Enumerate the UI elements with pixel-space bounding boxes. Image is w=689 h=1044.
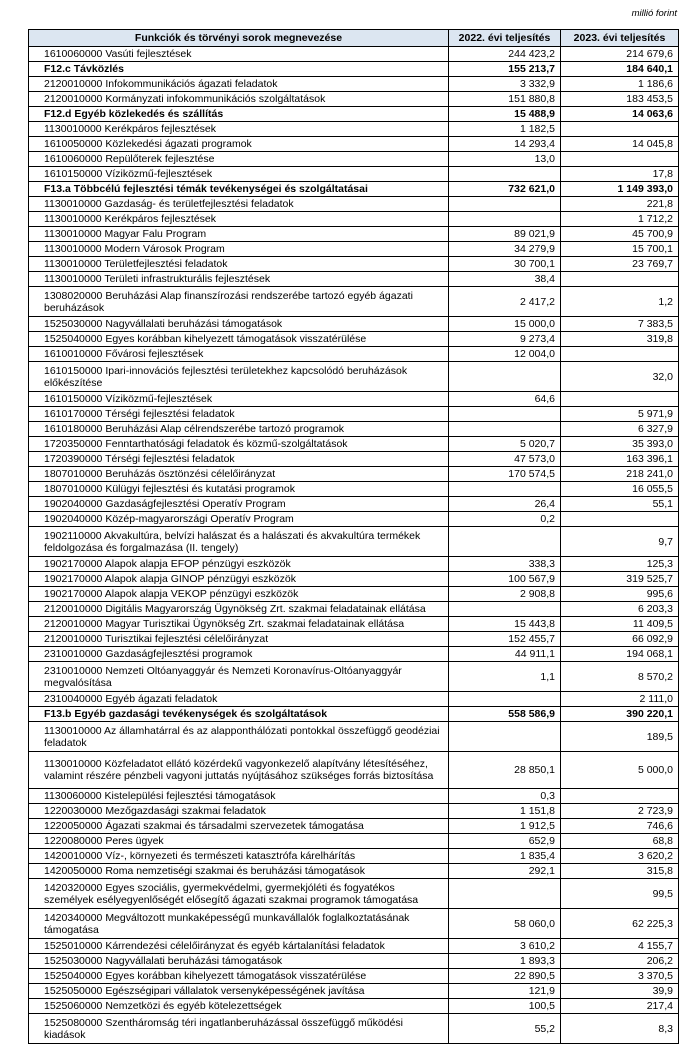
budget-table xyxy=(28,29,679,1044)
row-value-2023: 7 383,5 xyxy=(561,317,679,332)
row-value-2023 xyxy=(561,392,679,407)
table-row xyxy=(29,272,679,287)
table-row xyxy=(29,692,679,707)
row-value-2023: 3 370,5 xyxy=(561,969,679,984)
table-row xyxy=(29,722,679,752)
row-label: 2120010000 Digitális Magyarország Ügynökség Zrt. szakmai feladatainak ellátása xyxy=(29,602,449,617)
table-row xyxy=(29,969,679,984)
table-row xyxy=(29,602,679,617)
row-value-2022: 170 574,5 xyxy=(449,467,561,482)
row-label: 1525060000 Nemzetközi és egyéb kötelezettségek xyxy=(29,999,449,1014)
row-value-2023 xyxy=(561,347,679,362)
row-label: 1525050000 Egészségipari vállalatok versenyképességének javítása xyxy=(29,984,449,999)
row-value-2022: 155 213,7 xyxy=(449,62,561,77)
row-label: 2120010000 Infokommunikációs ágazati feladatok xyxy=(29,77,449,92)
table-row xyxy=(29,879,679,909)
row-value-2022: 338,3 xyxy=(449,557,561,572)
table-row xyxy=(29,789,679,804)
table-row xyxy=(29,647,679,662)
row-label: 1525040000 Egyes korábban kihelyezett támogatások visszatérülése xyxy=(29,969,449,984)
row-label: 1610150000 Víziközmű-fejlesztések xyxy=(29,392,449,407)
row-value-2022: 1 182,5 xyxy=(449,122,561,137)
table-row xyxy=(29,527,679,557)
row-value-2023 xyxy=(561,512,679,527)
row-label: 1610170000 Térségi fejlesztési feladatok xyxy=(29,407,449,422)
row-value-2023: 206,2 xyxy=(561,954,679,969)
row-value-2023: 125,3 xyxy=(561,557,679,572)
row-value-2023: 8 570,2 xyxy=(561,662,679,692)
row-value-2022: 28 850,1 xyxy=(449,752,561,789)
row-value-2023 xyxy=(561,789,679,804)
row-value-2022 xyxy=(449,482,561,497)
header-function-names: Funkciók és törvényi sorok megnevezése xyxy=(29,30,449,47)
row-label: 1610060000 Repülőterek fejlesztése xyxy=(29,152,449,167)
row-value-2023: 1,2 xyxy=(561,287,679,317)
table-row xyxy=(29,137,679,152)
row-value-2023: 99,5 xyxy=(561,879,679,909)
row-value-2022: 732 621,0 xyxy=(449,182,561,197)
row-label: 1220050000 Ágazati szakmai és társadalmi szervezetek támogatása xyxy=(29,819,449,834)
row-value-2022: 30 700,1 xyxy=(449,257,561,272)
row-value-2022: 3 332,9 xyxy=(449,77,561,92)
row-value-2022: 121,9 xyxy=(449,984,561,999)
row-label: 1130010000 Modern Városok Program xyxy=(29,242,449,257)
table-row xyxy=(29,422,679,437)
row-label: 2120010000 Magyar Turisztikai Ügynökség Zrt. szakmai feladatainak ellátása xyxy=(29,617,449,632)
row-value-2023: 11 409,5 xyxy=(561,617,679,632)
row-label: 1610150000 Ipari-innovációs fejlesztési területekhez kapcsolódó beruházások előkészítése xyxy=(29,362,449,392)
table-row xyxy=(29,752,679,789)
row-value-2022: 152 455,7 xyxy=(449,632,561,647)
row-value-2023: 319,8 xyxy=(561,332,679,347)
row-value-2022 xyxy=(449,692,561,707)
table-row xyxy=(29,47,679,62)
row-value-2023: 390 220,1 xyxy=(561,707,679,722)
table-row xyxy=(29,482,679,497)
row-label: 1308020000 Beruházási Alap finanszírozási rendszerébe tartozó egyéb ágazati beruházások xyxy=(29,287,449,317)
row-label: F12.c Távközlés xyxy=(29,62,449,77)
row-label: 1525080000 Szentháromság téri ingatlanberuházással összefüggő működési kiadások xyxy=(29,1014,449,1044)
row-label: 1420050000 Roma nemzetiségi szakmai és beruházási támogatások xyxy=(29,864,449,879)
row-value-2022: 47 573,0 xyxy=(449,452,561,467)
row-value-2022: 292,1 xyxy=(449,864,561,879)
row-value-2022: 2 908,8 xyxy=(449,587,561,602)
row-value-2022: 15 488,9 xyxy=(449,107,561,122)
row-value-2023: 35 393,0 xyxy=(561,437,679,452)
row-label: 1610150000 Víziközmű-fejlesztések xyxy=(29,167,449,182)
row-value-2022 xyxy=(449,167,561,182)
row-value-2022: 22 890,5 xyxy=(449,969,561,984)
row-value-2022: 0,3 xyxy=(449,789,561,804)
table-row xyxy=(29,287,679,317)
row-value-2023: 1 149 393,0 xyxy=(561,182,679,197)
unit-note: millió forint xyxy=(631,8,677,19)
row-value-2022 xyxy=(449,197,561,212)
table-row xyxy=(29,452,679,467)
row-value-2022: 151 880,8 xyxy=(449,92,561,107)
table-row xyxy=(29,227,679,242)
row-value-2023: 746,6 xyxy=(561,819,679,834)
table-row xyxy=(29,587,679,602)
table-row xyxy=(29,332,679,347)
row-value-2022: 44 911,1 xyxy=(449,647,561,662)
row-label: 1130010000 Gazdaság- és területfejlesztési feladatok xyxy=(29,197,449,212)
row-value-2023: 66 092,9 xyxy=(561,632,679,647)
row-label: 1807010000 Külügyi fejlesztési és kutatási programok xyxy=(29,482,449,497)
table-row xyxy=(29,407,679,422)
row-value-2022: 244 423,2 xyxy=(449,47,561,62)
row-label: 1610180000 Beruházási Alap célrendszerébe tartozó programok xyxy=(29,422,449,437)
row-value-2022: 38,4 xyxy=(449,272,561,287)
row-value-2023: 189,5 xyxy=(561,722,679,752)
row-value-2022: 15 443,8 xyxy=(449,617,561,632)
row-label: 1720350000 Fenntarthatósági feladatok és közmű-szolgáltatások xyxy=(29,437,449,452)
row-value-2023: 3 620,2 xyxy=(561,849,679,864)
row-value-2023: 55,1 xyxy=(561,497,679,512)
table-row xyxy=(29,572,679,587)
row-value-2023: 319 525,7 xyxy=(561,572,679,587)
row-label: 1130010000 Közfeladatot ellátó közérdekű vagyonkezelő alapítvány létesítéséhez, valamint részére pénzbeli vagyoni juttatás nyújtásához szükséges forrás biztosítása xyxy=(29,752,449,789)
row-value-2023: 184 640,1 xyxy=(561,62,679,77)
row-value-2022 xyxy=(449,527,561,557)
row-value-2023: 16 055,5 xyxy=(561,482,679,497)
row-value-2023: 217,4 xyxy=(561,999,679,1014)
row-label: 2310040000 Egyéb ágazati feladatok xyxy=(29,692,449,707)
row-label: 1420010000 Víz-, környezeti és természeti katasztrófa kárelhárítás xyxy=(29,849,449,864)
row-value-2023: 62 225,3 xyxy=(561,909,679,939)
row-value-2023 xyxy=(561,272,679,287)
row-value-2022: 15 000,0 xyxy=(449,317,561,332)
row-value-2023 xyxy=(561,152,679,167)
row-value-2022: 5 020,7 xyxy=(449,437,561,452)
row-value-2023: 315,8 xyxy=(561,864,679,879)
row-value-2022: 100 567,9 xyxy=(449,572,561,587)
row-value-2023: 45 700,9 xyxy=(561,227,679,242)
row-value-2022: 100,5 xyxy=(449,999,561,1014)
row-value-2022 xyxy=(449,879,561,909)
row-label: 1902170000 Alapok alapja VEKOP pénzügyi eszközök xyxy=(29,587,449,602)
table-row xyxy=(29,954,679,969)
row-value-2022: 26,4 xyxy=(449,497,561,512)
row-label: 1610050000 Közlekedési ágazati programok xyxy=(29,137,449,152)
row-value-2023: 1 186,6 xyxy=(561,77,679,92)
row-label: 1902170000 Alapok alapja EFOP pénzügyi eszközök xyxy=(29,557,449,572)
row-label: 2310010000 Gazdaságfejlesztési programok xyxy=(29,647,449,662)
table-row xyxy=(29,182,679,197)
table-row xyxy=(29,152,679,167)
table-row xyxy=(29,939,679,954)
table-row xyxy=(29,347,679,362)
row-value-2023: 68,8 xyxy=(561,834,679,849)
row-value-2023: 15 700,1 xyxy=(561,242,679,257)
row-value-2023: 14 045,8 xyxy=(561,137,679,152)
header-2022-performance: 2022. évi teljesítés xyxy=(449,30,561,47)
row-value-2022 xyxy=(449,362,561,392)
table-row xyxy=(29,467,679,482)
row-label: 1130010000 Kerékpáros fejlesztések xyxy=(29,212,449,227)
table-row xyxy=(29,122,679,137)
table-row xyxy=(29,819,679,834)
row-value-2022: 2 417,2 xyxy=(449,287,561,317)
row-value-2023 xyxy=(561,122,679,137)
row-value-2022 xyxy=(449,212,561,227)
row-label: 1130010000 Területfejlesztési feladatok xyxy=(29,257,449,272)
row-value-2023: 2 111,0 xyxy=(561,692,679,707)
row-label: 1525030000 Nagyvállalati beruházási támogatások xyxy=(29,954,449,969)
row-value-2023: 14 063,6 xyxy=(561,107,679,122)
table-row xyxy=(29,212,679,227)
row-value-2022 xyxy=(449,422,561,437)
row-value-2022: 55,2 xyxy=(449,1014,561,1044)
row-value-2022: 1 912,5 xyxy=(449,819,561,834)
row-value-2023: 32,0 xyxy=(561,362,679,392)
table-row xyxy=(29,617,679,632)
row-value-2022: 34 279,9 xyxy=(449,242,561,257)
row-value-2023: 23 769,7 xyxy=(561,257,679,272)
row-value-2022: 1,1 xyxy=(449,662,561,692)
table-row xyxy=(29,834,679,849)
row-value-2023: 2 723,9 xyxy=(561,804,679,819)
row-label: F13.b Egyéb gazdasági tevékenységek és szolgáltatások xyxy=(29,707,449,722)
row-value-2023: 1 712,2 xyxy=(561,212,679,227)
row-value-2023: 214 679,6 xyxy=(561,47,679,62)
row-label: 2310010000 Nemzeti Oltóanyaggyár és Nemzeti Koronavírus-Oltóanyaggyár megvalósítása xyxy=(29,662,449,692)
row-label: 1902170000 Alapok alapja GINOP pénzügyi eszközök xyxy=(29,572,449,587)
row-label: 1420320000 Egyes szociális, gyermekvédelmi, gyermekjóléti és fogyatékos személyek esélyegyenlőségét elősegítő ágazati szakmai programok támogatása xyxy=(29,879,449,909)
row-value-2022: 89 021,9 xyxy=(449,227,561,242)
table-row xyxy=(29,984,679,999)
table-row xyxy=(29,92,679,107)
row-label: 1720390000 Térségi fejlesztési feladatok xyxy=(29,452,449,467)
row-label: 1220030000 Mezőgazdasági szakmai feladatok xyxy=(29,804,449,819)
row-value-2022: 0,2 xyxy=(449,512,561,527)
table-row xyxy=(29,512,679,527)
row-value-2023: 194 068,1 xyxy=(561,647,679,662)
row-label: 1807010000 Beruházás ösztönzési célelőirányzat xyxy=(29,467,449,482)
row-value-2022: 558 586,9 xyxy=(449,707,561,722)
row-value-2022: 9 273,4 xyxy=(449,332,561,347)
row-label: F13.a Többcélú fejlesztési témák tevékenységei és szolgáltatásai xyxy=(29,182,449,197)
table-row xyxy=(29,707,679,722)
row-label: 1610060000 Vasúti fejlesztések xyxy=(29,47,449,62)
table-row xyxy=(29,437,679,452)
table-row xyxy=(29,167,679,182)
header-row xyxy=(29,30,679,47)
table-row xyxy=(29,257,679,272)
row-value-2023: 183 453,5 xyxy=(561,92,679,107)
row-value-2023: 9,7 xyxy=(561,527,679,557)
row-value-2023: 6 327,9 xyxy=(561,422,679,437)
table-row xyxy=(29,497,679,512)
table-row xyxy=(29,662,679,692)
table-row xyxy=(29,107,679,122)
row-label: 1130010000 Kerékpáros fejlesztések xyxy=(29,122,449,137)
row-value-2022: 1 893,3 xyxy=(449,954,561,969)
row-value-2023: 995,6 xyxy=(561,587,679,602)
row-label: 1420340000 Megváltozott munkaképességű munkavállalók foglalkoztatásának támogatása xyxy=(29,909,449,939)
row-value-2023: 218 241,0 xyxy=(561,467,679,482)
table-row xyxy=(29,77,679,92)
row-label: 1902110000 Akvakultúra, belvízi halászat és a halászati és akvakultúra termékek feldolgozása és forgalmazása (II. tengely) xyxy=(29,527,449,557)
row-label: 1610010000 Fővárosi fejlesztések xyxy=(29,347,449,362)
table-row xyxy=(29,849,679,864)
table-row xyxy=(29,1014,679,1044)
row-value-2022: 12 004,0 xyxy=(449,347,561,362)
row-label: 1525040000 Egyes korábban kihelyezett támogatások visszatérülése xyxy=(29,332,449,347)
table-row xyxy=(29,197,679,212)
row-label: 2120010000 Kormányzati infokommunikációs szolgáltatások xyxy=(29,92,449,107)
row-value-2022: 14 293,4 xyxy=(449,137,561,152)
table-row xyxy=(29,557,679,572)
table-row xyxy=(29,242,679,257)
table-row xyxy=(29,999,679,1014)
row-label: 1130010000 Az államhatárral és az alapponthálózati pontokkal összefüggő geodéziai feladatok xyxy=(29,722,449,752)
row-label: 1902040000 Gazdaságfejlesztési Operatív Program xyxy=(29,497,449,512)
row-label: 1902040000 Közép-magyarországi Operatív Program xyxy=(29,512,449,527)
row-value-2022: 64,6 xyxy=(449,392,561,407)
row-label: F12.d Egyéb közlekedés és szállítás xyxy=(29,107,449,122)
row-value-2023: 221,8 xyxy=(561,197,679,212)
table-row xyxy=(29,62,679,77)
row-label: 1525010000 Kárrendezési célelőirányzat és egyéb kártalanítási feladatok xyxy=(29,939,449,954)
row-label: 1130060000 Kistelepülési fejlesztési támogatások xyxy=(29,789,449,804)
row-value-2022 xyxy=(449,602,561,617)
table-row xyxy=(29,632,679,647)
row-label: 1220080000 Peres ügyek xyxy=(29,834,449,849)
row-value-2022: 58 060,0 xyxy=(449,909,561,939)
table-row xyxy=(29,392,679,407)
table-row xyxy=(29,864,679,879)
row-value-2023: 17,8 xyxy=(561,167,679,182)
row-value-2022 xyxy=(449,722,561,752)
table-row xyxy=(29,317,679,332)
row-value-2023: 8,3 xyxy=(561,1014,679,1044)
row-label: 1130010000 Területi infrastrukturális fejlesztések xyxy=(29,272,449,287)
row-value-2022: 3 610,2 xyxy=(449,939,561,954)
row-value-2023: 39,9 xyxy=(561,984,679,999)
row-value-2023: 4 155,7 xyxy=(561,939,679,954)
row-value-2022: 652,9 xyxy=(449,834,561,849)
table-row xyxy=(29,909,679,939)
table-body xyxy=(29,47,679,1044)
row-value-2023: 5 000,0 xyxy=(561,752,679,789)
row-value-2023: 5 971,9 xyxy=(561,407,679,422)
row-value-2022: 13,0 xyxy=(449,152,561,167)
row-label: 1525030000 Nagyvállalati beruházási támogatások xyxy=(29,317,449,332)
row-value-2022: 1 835,4 xyxy=(449,849,561,864)
row-value-2023: 163 396,1 xyxy=(561,452,679,467)
row-value-2023: 6 203,3 xyxy=(561,602,679,617)
table-row xyxy=(29,362,679,392)
row-value-2022 xyxy=(449,407,561,422)
row-label: 2120010000 Turisztikai fejlesztési célelőirányzat xyxy=(29,632,449,647)
row-value-2022: 1 151,8 xyxy=(449,804,561,819)
header-2023-performance: 2023. évi teljesítés xyxy=(561,30,679,47)
row-label: 1130010000 Magyar Falu Program xyxy=(29,227,449,242)
table-row xyxy=(29,804,679,819)
